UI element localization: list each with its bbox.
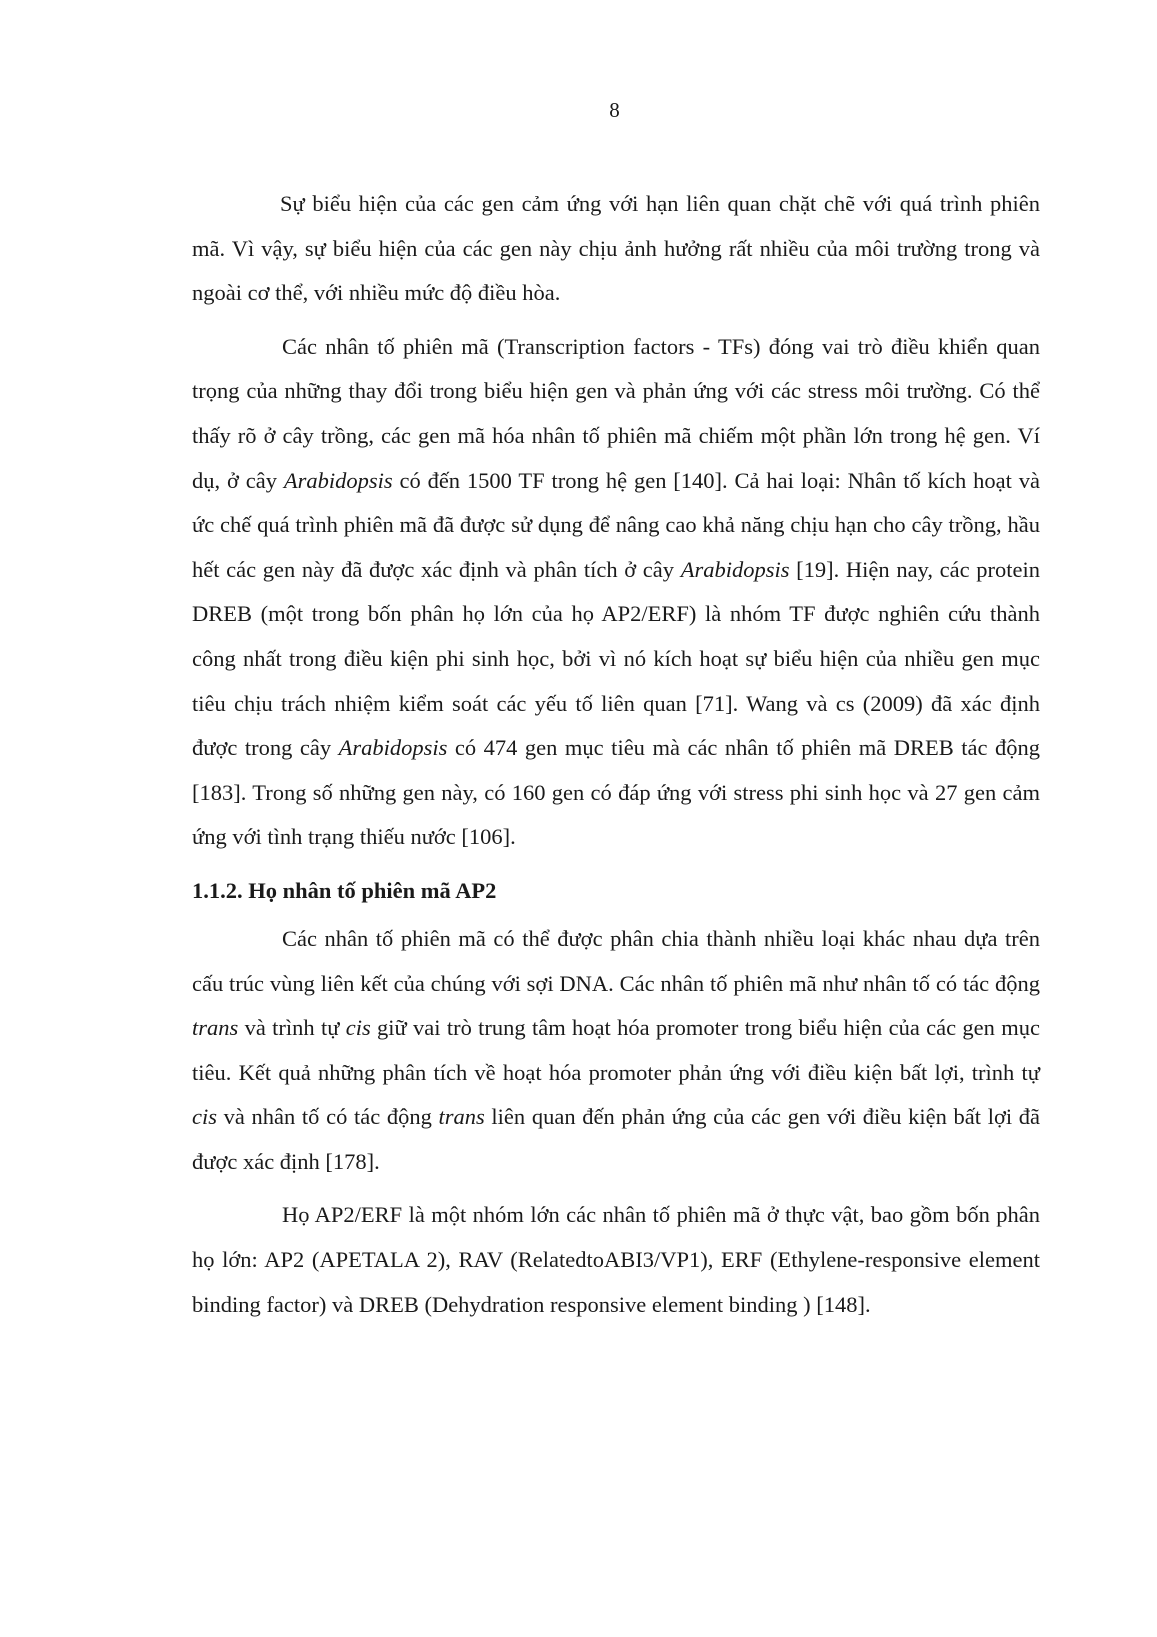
text-run: giữ vai trò trung tâm hoạt hóa promoter trong biểu hiện của các gen mục tiêu. Kết quả những phân tích về hoạt hóa promoter phản ứng với điều kiện bất lợi, trình tự (192, 1015, 1040, 1085)
text-run: có 474 gen mục tiêu mà các nhân tố phiên mã DREB tác động [183]. Trong số những gen này, có 160 gen có đáp ứng với stress phi sinh học và 27 gen cảm ứng với tình trạng thiếu nước [106]. (192, 735, 1041, 850)
section-heading: 1.1.2. Họ nhân tố phiên mã AP2 (192, 877, 497, 903)
italic-term: Arabidopsis (283, 467, 393, 493)
italic-term: cis (345, 1015, 371, 1041)
text-run: [19]. Hiện nay, các protein DREB (một trong bốn phân họ lớn của họ AP2/ERF) là nhóm TF được nghiên cứu thành công nhất trong điều kiện phi sinh học, bởi vì nó kích hoạt sự biểu hiện của nhiều gen mục tiêu chịu trách nhiệm kiểm soát các yếu tố liên quan [71]. Wang và cs (2009) đã xác định được trong cây (192, 556, 1040, 761)
italic-term: trans (438, 1104, 485, 1130)
document-body (192, 182, 1040, 1336)
text-run: có đến 1500 TF trong hệ gen [140]. Cả hai loại: Nhân tố kích hoạt và ức chế quá trình phiên mã đã được sử dụng để nâng cao khả năng chịu hạn cho cây trồng, hầu hết các gen này đã được xác định và phân tích ở cây (192, 467, 1040, 582)
paragraph (192, 917, 1040, 1185)
paragraph (192, 182, 1040, 316)
italic-term: Arabidopsis (680, 556, 790, 582)
section-body (192, 917, 1040, 1327)
italic-term: Arabidopsis (338, 735, 448, 761)
italic-term: cis (192, 1104, 217, 1130)
paragraph (192, 325, 1040, 860)
text-run: Sự biểu hiện của các gen cảm ứng với hạn liên quan chặt chẽ với quá trình phiên mã. Vì vậy, sự biểu hiện của các gen này chịu ảnh hưởng rất nhiều của môi trường trong và ngoài cơ thể, với nhiều mức độ điều hòa. (192, 191, 1040, 306)
page-number: 8 (609, 98, 620, 122)
text-run: Các nhân tố phiên mã có thể được phân chia thành nhiều loại khác nhau dựa trên cấu trúc vùng liên kết của chúng với sợi DNA. Các nhân tố phiên mã như nhân tố có tác động (192, 925, 1040, 996)
italic-term: trans (192, 1015, 239, 1041)
text-run: và nhân tố có tác động (217, 1104, 439, 1130)
text-run: Các nhân tố phiên mã (Transcription factors - TFs) đóng vai trò điều khiển quan trọng của những thay đổi trong biểu hiện gen và phản ứng với các stress môi trường. Có thể thấy rõ ở cây trồng, các gen mã hóa nhân tố phiên mã chiếm một phần lớn trong hệ gen. Ví dụ, ở cây (192, 333, 1040, 493)
text-run: liên quan đến phản ứng của các gen với điều kiện bất lợi đã được xác định [178]. (192, 1104, 1040, 1174)
intro-section (192, 182, 1040, 860)
text-run: và trình tự (238, 1015, 346, 1041)
paragraph (192, 1193, 1040, 1327)
text-run: Họ AP2/ERF là một nhóm lớn các nhân tố phiên mã ở thực vật, bao gồm bốn phân họ lớn: AP2 (APETALA 2), RAV (RelatedtoABI3/VP1), ERF (Ethylene-responsive element binding factor) và DREB (Dehydration responsive element binding ) [148]. (192, 1202, 1040, 1317)
